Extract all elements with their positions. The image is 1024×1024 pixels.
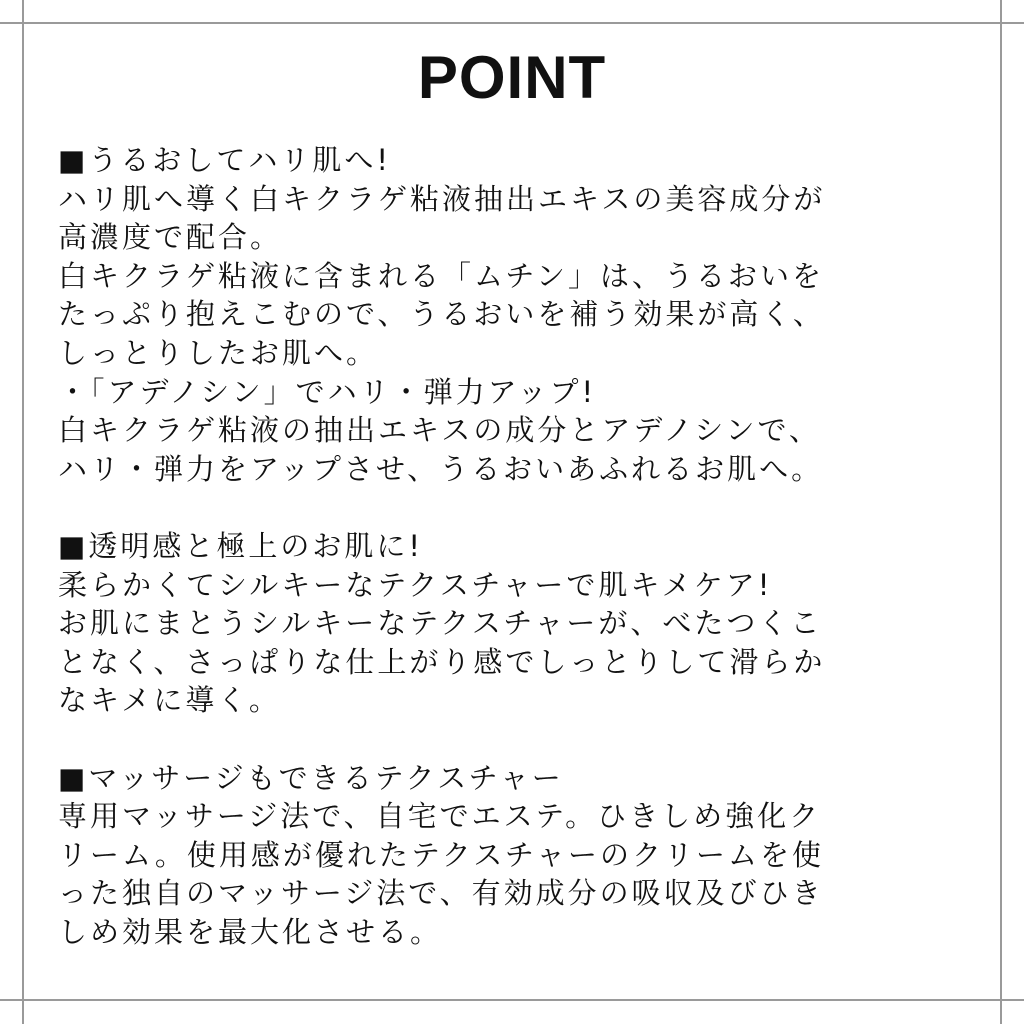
frame-bottom-line: [0, 999, 1024, 1001]
section-massage-texture: [58, 759, 964, 952]
text-line: った独自のマッサージ法で、有効成分の吸収及びひき: [58, 876, 824, 911]
text-line: リーム。使用感が優れたテクスチャーのクリームを使: [58, 837, 824, 872]
text-line: 白キクラゲ粘液に含まれる「ムチン」は、うるおいを: [58, 258, 824, 293]
text-line: 専用マッサージ法で、自宅でエステ。ひきしめ強化ク: [58, 799, 822, 834]
text-line: しめ効果を最大化させる。: [58, 914, 443, 949]
text-line: 高濃度で配合。: [58, 220, 283, 255]
text-line: ハリ・弾力をアップさせ、うるおいあふれるお肌へ。: [58, 451, 824, 486]
text-line: 白キクラゲ粘液の抽出エキスの成分とアデノシンで、: [58, 413, 821, 448]
text-line: しっとりしたお肌へ。: [58, 335, 379, 370]
text-line: となく、さっぱりな仕上がり感でしっとりして滑らか: [58, 644, 826, 679]
frame-top-line: [0, 22, 1024, 24]
text-line: ハリ肌へ導く白キクラゲ粘液抽出エキスの美容成分が: [58, 181, 826, 216]
page-title: POINT: [417, 44, 607, 111]
frame-left-line: [22, 0, 24, 1024]
text-line: 柔らかくてシルキーなテクスチャーで肌キメケア!: [58, 567, 773, 602]
section-hari-skin: [58, 141, 964, 488]
sub-heading: ・「アデノシン」でハリ・弾力アップ!: [58, 374, 597, 409]
point-content: [58, 141, 964, 951]
section-transparency: [58, 527, 964, 720]
text-line: たっぷり抱えこむので、うるおいを補う効果が高く、: [58, 297, 825, 332]
section-spacer: [58, 488, 964, 527]
text-line: お肌にまとうシルキーなテクスチャーが、べたつくこ: [58, 606, 823, 641]
text-line: なキメに導く。: [58, 683, 281, 718]
section-heading: ■透明感と極上のお肌に!: [58, 528, 424, 563]
section-heading: ■うるおしてハリ肌へ!: [58, 143, 392, 177]
section-spacer: [58, 720, 964, 759]
frame-right-line: [1000, 0, 1002, 1024]
section-heading: ■マッサージもできるテクスチャー: [58, 760, 564, 795]
